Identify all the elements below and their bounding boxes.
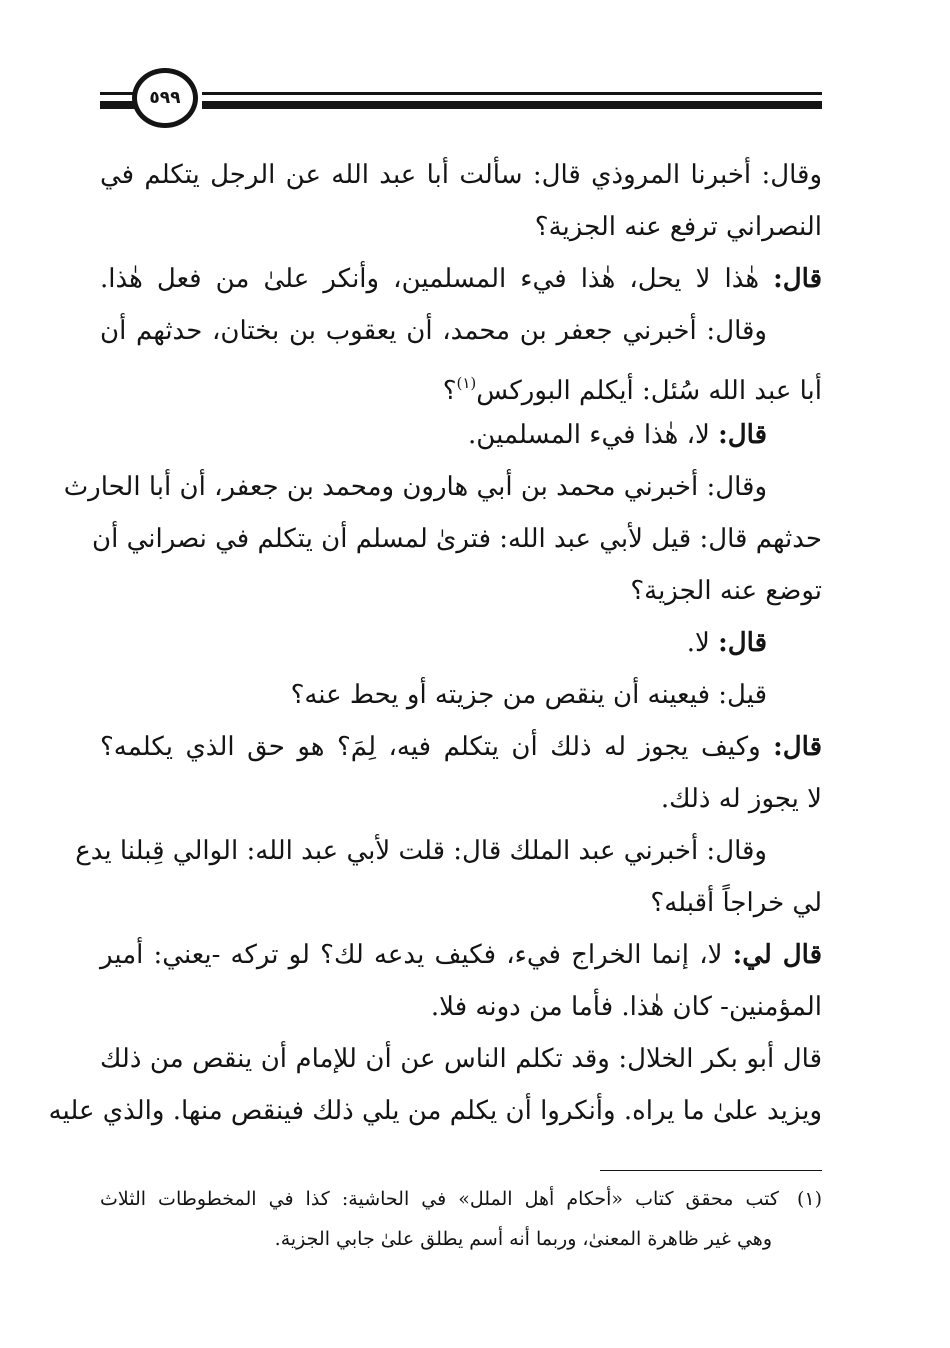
- speaker-label: قال:: [773, 732, 823, 762]
- body-line: [100, 259, 822, 299]
- speaker-label: قال لي:: [732, 940, 823, 970]
- speaker-label: قال:: [718, 420, 767, 450]
- body-text-run: هٰذا لا يحل، هٰذا فيء المسلمين، وأنكر علىٰ من فعل هٰذا.: [100, 264, 760, 294]
- footnote-ref: (١): [456, 374, 477, 392]
- body-text-run: وكيف يجوز له ذلك أن يتكلم فيه، لِمَ؟ هو حق الذي يكلمه؟: [100, 732, 761, 762]
- footnote-marker: (١): [796, 1188, 822, 1210]
- body-line: وقال: أخبرني عبد الملك قال: قلت لأبي عبد الله: الوالي قِبلنا يدع: [75, 836, 767, 866]
- header-rule-right-thin: [202, 92, 822, 95]
- footnote-line: وهي غير ظاهرة المعنىٰ، وربما أنه أسم يطلق علىٰ جابي الجزية.: [274, 1228, 772, 1250]
- body-line: لي خراجاً أقبله؟: [650, 888, 822, 918]
- page-number-oval: [132, 68, 198, 128]
- body-line: [100, 727, 822, 767]
- speaker-label: قال:: [773, 264, 823, 294]
- body-line: وقال: أخبرنا المروذي قال: سألت أبا عبد الله عن الرجل يتكلم في: [100, 160, 822, 190]
- body-text-run: لا، هٰذا فيء المسلمين.: [468, 420, 710, 450]
- body-line: [100, 623, 822, 663]
- body-text-run: لا، إنما الخراج فيء، فكيف يدعه لك؟ لو تركه -يعني: أمير: [100, 940, 723, 970]
- body-line: حدثهم قال: قيل لأبي عبد الله: فترىٰ لمسلم أن يتكلم في نصراني أن: [92, 524, 822, 554]
- body-line: لا يجوز له ذلك.: [660, 784, 822, 814]
- header-rule-right-thick: [202, 101, 822, 109]
- body-line: [100, 935, 822, 975]
- speaker-label: قال:: [718, 628, 767, 658]
- body-line: وقال: أخبرني محمد بن أبي هارون ومحمد بن جعفر، أن أبا الحارث: [63, 472, 767, 502]
- footnote-line: [100, 1184, 822, 1214]
- footnote-text: كتب محقق كتاب «أحكام أهل الملل» في الحاشية: كذا في المخطوطات الثلاث: [100, 1188, 779, 1210]
- body-line: [100, 415, 822, 455]
- page-number: ٥٩٩: [149, 88, 181, 108]
- body-line: ويزيد علىٰ ما يراه. وأنكروا أن يكلم من يلي ذلك فينقص منها. والذي عليه: [48, 1096, 822, 1126]
- footnote-separator: [600, 1170, 822, 1171]
- body-text-run: أبا عبد الله سُئل: أيكلم البوركس: [476, 376, 822, 406]
- body-line: قيل: فيعينه أن ينقص من جزيته أو يحط عنه؟: [290, 680, 767, 710]
- body-line: المؤمنين- كان هٰذا. فأما من دونه فلا.: [430, 992, 822, 1022]
- body-text-run: لا.: [686, 628, 710, 658]
- body-line: وقال: أخبرني جعفر بن محمد، أن يعقوب بن بختان، حدثهم أن: [100, 316, 767, 346]
- body-line: [100, 363, 822, 406]
- body-line: قال أبو بكر الخلال: وقد تكلم الناس عن أن للإمام أن ينقص من ذلك: [100, 1044, 822, 1074]
- body-line: النصراني ترفع عنه الجزية؟: [534, 212, 822, 242]
- body-text-run: ؟: [442, 376, 457, 406]
- body-line: توضع عنه الجزية؟: [630, 576, 822, 606]
